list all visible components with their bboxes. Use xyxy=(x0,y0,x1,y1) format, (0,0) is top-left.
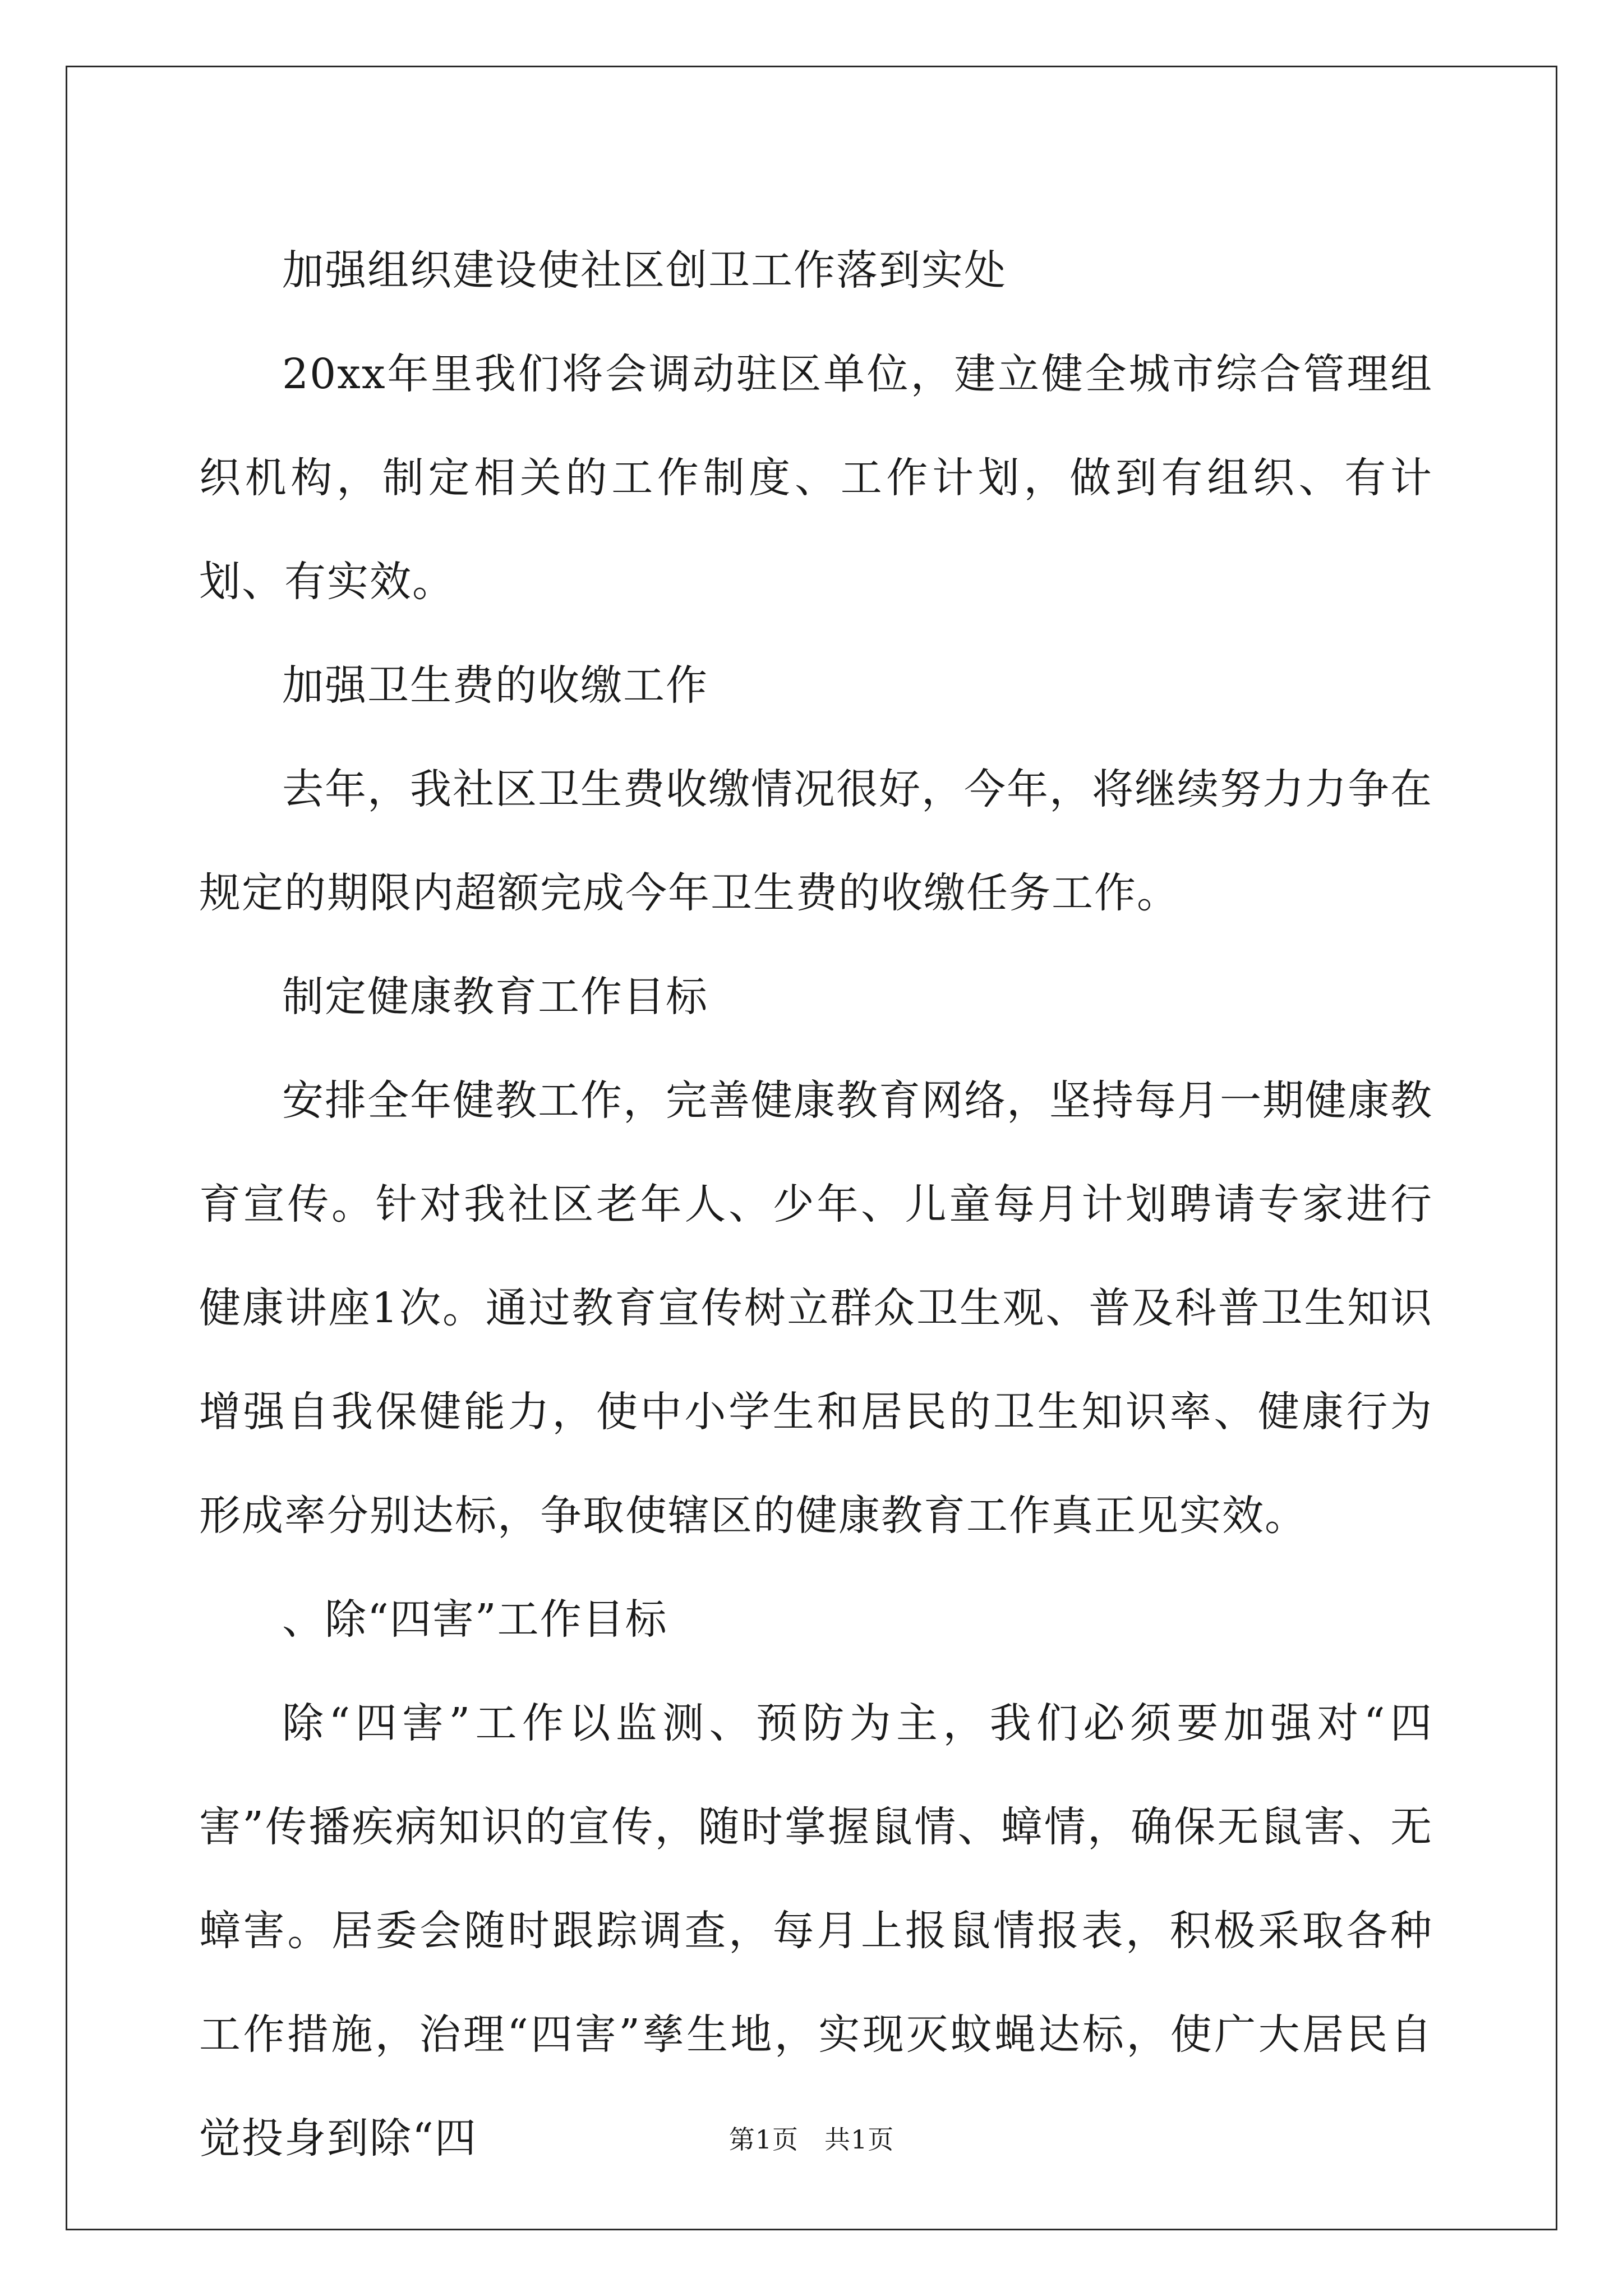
page-number-current: 第1页 xyxy=(728,2124,799,2155)
body-paragraph: 安排全年健教工作，完善健康教育网络，坚持每月一期健康教育宣传。针对我社区老年人、少年、儿童每月计划聘请专家进行健康讲座1次。通过教育宣传树立群众卫生观、普及科普卫生知识增强自我保健能力，使中小学生和居民的卫生知识率、健康行为形成率分别达标，争取使辖区的健康教育工作真正见实效。 xyxy=(199,1076,1433,1540)
section-heading: 制定健康教育工作目标 xyxy=(282,973,708,1021)
document-body xyxy=(199,219,1433,2191)
body-paragraph: 20xx年里我们将会调动驻区单位，建立健全城市综合管理组织机构，制定相关的工作制度、工作计划，做到有组织、有计划、有实效。 xyxy=(199,350,1433,606)
page-footer xyxy=(0,2119,1623,2156)
body-paragraph: 除“四害”工作以监测、预防为主，我们必须要加强对“四害”传播疾病知识的宣传，随时掌握鼠情、蟑情，确保无鼠害、无蟑害。居委会随时跟踪调查，每月上报鼠情报表，积极采取各种工作措施，治理“四害”孳生地，实现灭蚊蝇达标，使广大居民自觉投身到除“四 xyxy=(199,1699,1433,2162)
section-heading: 加强组织建设使社区创卫工作落到实处 xyxy=(282,246,1007,295)
section-heading: 加强卫生费的收缴工作 xyxy=(282,661,708,710)
body-paragraph: 去年，我社区卫生费收缴情况很好，今年，将继续努力力争在规定的期限内超额完成今年卫生费的收缴任务工作。 xyxy=(199,765,1433,917)
section-heading: 、除“四害”工作目标 xyxy=(282,1595,668,1644)
page-number-total: 共1页 xyxy=(824,2124,895,2155)
